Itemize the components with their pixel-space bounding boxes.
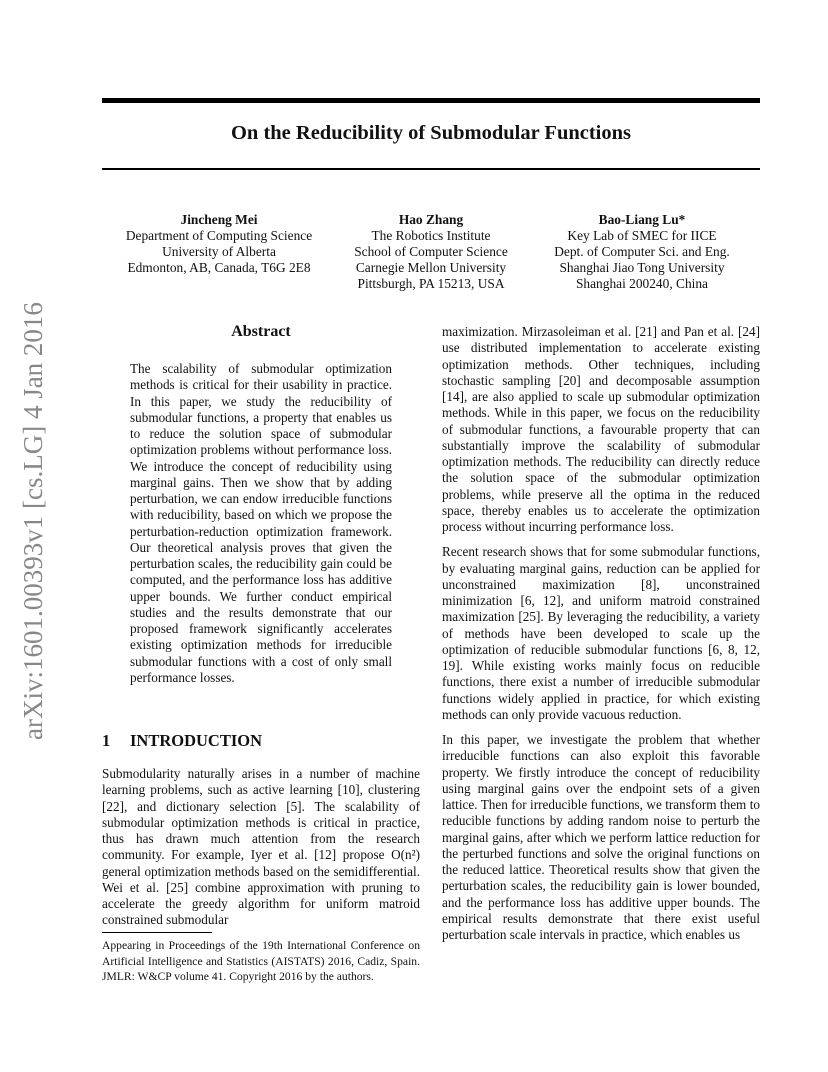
section-title: INTRODUCTION — [130, 731, 263, 750]
body-paragraph: maximization. Mirzasoleiman et al. [21] and Pan et al. [24] use distributed implementation to accelerate existing optimization methods. Other techniques, including stochastic sampling [20] and decomposable assumption [14], are also applied to scale up submodular optimization methods. While in this paper, we focus on the reducibility of submodular functions, a favourable property that can substantially improve the scalability of submodular optimization methods. The reducibility can directly reduce the solution space of the submodular optimization problems, while preserve all the optima in the reduced space, thereby enables us to accelerate the optimization process without incurring performance loss. — [442, 324, 760, 534]
author-name: Hao Zhang — [398, 212, 464, 227]
author-affiliation-line: Edmonton, AB, Canada, T6G 2E8 — [127, 260, 311, 275]
arxiv-identifier: arXiv:1601.00393v1 [cs.LG] 4 Jan 2016 — [18, 302, 48, 740]
author-block-2 — [340, 212, 522, 292]
right-column — [442, 324, 760, 943]
section-number: 1 — [102, 731, 111, 750]
author-affiliation-line: Key Lab of SMEC for IICE — [567, 228, 717, 243]
author-affiliation-line: University of Alberta — [162, 244, 276, 259]
author-affiliation-line: Carnegie Mellon University — [355, 260, 507, 275]
title-bottom-rule — [102, 168, 760, 170]
intro-paragraph: Submodularity naturally arises in a number of machine learning problems, such as active learning [10], clustering [22], and dictionary selection [5]. The scalability of submodular optimization methods is critical in practice, thus has drawn much attention from the research community. For example, Iyer et al. [12] propose O(n²) general optimization methods based on the semidifferential. Wei et al. [25] combine approximation with pruning to accelerate the greedy algorithm for uniform matroid constrained submodular — [102, 766, 420, 928]
section-heading — [102, 731, 262, 751]
paper-title: On the Reducibility of Submodular Functions — [230, 122, 632, 144]
author-affiliation-line: Department of Computing Science — [125, 228, 313, 243]
author-name: Bao-Liang Lu* — [598, 212, 686, 227]
author-affiliation-line: Shanghai Jiao Tong University — [559, 260, 725, 275]
abstract-body — [130, 361, 392, 686]
author-affiliation-line: The Robotics Institute — [371, 228, 491, 243]
footnote-rule — [102, 932, 212, 933]
author-block-1 — [110, 212, 328, 276]
author-affiliation-line: Pittsburgh, PA 15213, USA — [357, 276, 505, 291]
footnote: Appearing in Proceedings of the 19th International Conference on Artificial Intelligence and Statistics (AISTATS) 2016, Cadiz, Spain. JMLR: W&CP volume 41. Copyright 2016 by the authors. — [102, 939, 420, 984]
top-rule — [102, 98, 760, 103]
author-name: Jincheng Mei — [180, 212, 258, 227]
abstract-text: The scalability of submodular optimization methods is critical for their usability in practice. In this paper, we study the reducibility of submodular functions, a property that enables us to reduce the solution space of submodular optimization problems without performance loss. We introduce the concept of reducibility using marginal gains. Then we show that by adding perturbation, we can endow irreducible functions with reducibility, based on which we propose the perturbation-reduction optimization framework. Our theoretical analysis proves that given the perturbation scales, the reducibility gain could be computed, and the performance loss has additive upper bounds. We further conduct empirical studies and the results demonstrate that our proposed framework significantly accelerates existing optimization methods for irreducible submodular functions with a cost of only small performance losses. — [130, 361, 392, 685]
author-block-3 — [534, 212, 750, 292]
author-affiliation-line: Dept. of Computer Sci. and Eng. — [554, 244, 730, 259]
abstract-heading: Abstract — [231, 323, 291, 340]
body-paragraph: Recent research shows that for some submodular functions, by evaluating marginal gains, reduction can be applied for unconstrained maximization [8], unconstrained minimization [6, 12], and uniform matroid constrained maximization [25]. By leveraging the reducibility, a variety of methods have been developed to scale up the optimization of reducible submodular functions [6, 8, 12, 19]. While existing works mainly focus on reducible functions, there exist a number of irreducible submodular functions widely applied in practice, for which existing methods can only provide vacuous reduction. — [442, 544, 760, 722]
intro-left-column — [102, 766, 420, 929]
body-paragraph: In this paper, we investigate the problem that whether irreducible functions can also exploit this favorable property. We firstly introduce the concept of reducibility using marginal gains over the endpoint sets of a given lattice. Then for irreducible functions, we transform them to reducible functions by adding random noise to perturb the marginal gains, after which we perform lattice reduction for the perturbed functions and solve the original functions on the reduced lattice. Theoretical results show that given the perturbation scales, the reducibility gain is lower bounded, and the performance loss has additive upper bounds. The empirical results demonstrate that there exist useful perturbation scale intervals in practice, which enables us — [442, 732, 760, 942]
author-affiliation-line: School of Computer Science — [354, 244, 508, 259]
author-affiliation-line: Shanghai 200240, China — [575, 276, 709, 291]
